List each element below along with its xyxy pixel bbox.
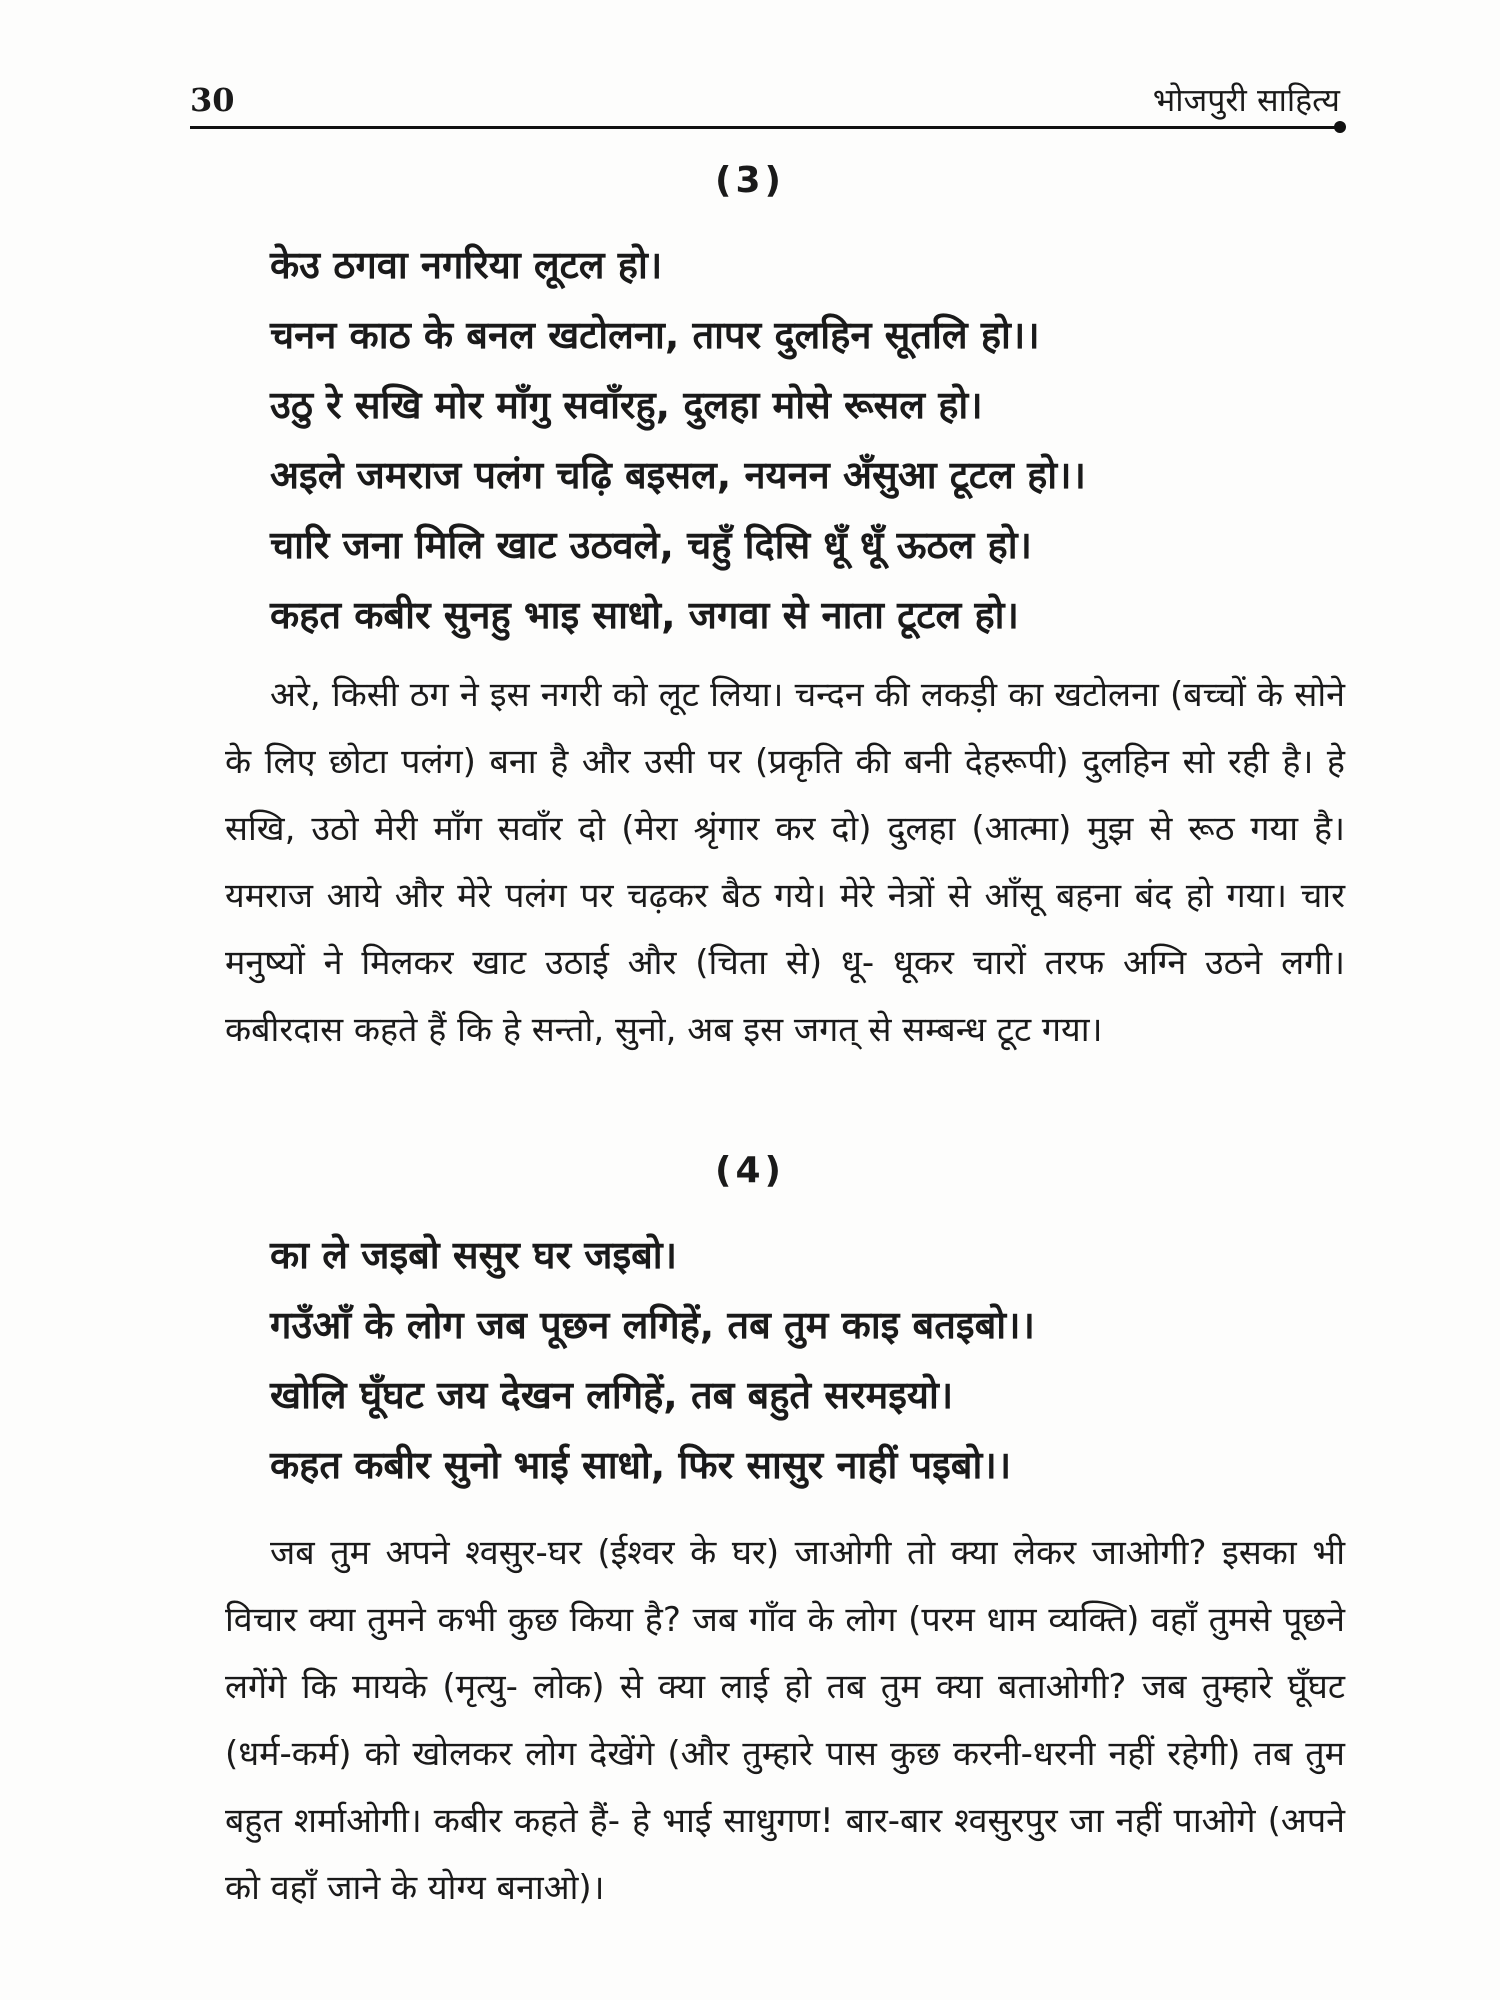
- verse-line: केउ ठगवा नगरिया लूटल हो।: [270, 243, 663, 287]
- verse-line: का ले जइबो ससुर घर जइबो।: [270, 1233, 678, 1277]
- section-3-explanation: अरे, किसी ठग ने इस नगरी को लूट लिया। चन्दन की लकड़ी का खटोलना (बच्चों के सोने के लिए छोटा पलंग) बना है और उसी पर (प्रकृति की बनी देहरूपी) दुलहिन सो रही है। हे सखि, उठो मेरी माँग सवाँर दो (मेरा श्रृंगार कर दो) दुलहा (आत्मा) मुझ से रूठ गया है। यमराज आये और मेरे पलंग पर चढ़कर बैठ गये। मेरे नेत्रों से आँसू बहना बंद हो गया। चार मनुष्यों ने मिलकर खाट उठाई और (चिता से) धू- धूकर चारों तरफ अग्नि उठने लगी। कबीरदास कहते हैं कि हे सन्तो, सुनो, अब इस जगत् से सम्बन्ध टूट गया।: [225, 675, 1345, 1050]
- section-4-verse: [270, 1220, 1350, 1500]
- section-3-number: (3): [715, 160, 785, 201]
- verse-line: अइले जमराज पलंग चढ़ि बइसल, नयनन अँसुआ टूटल हो।।: [270, 453, 1086, 497]
- header-rule-dot: [1334, 121, 1346, 133]
- verse-line: कहत कबीर सुनो भाई साधो, फिर सासुर नाहीं पइबो।।: [270, 1443, 1012, 1487]
- running-title: भोजपुरी साहित्य: [1152, 81, 1340, 119]
- header-rule: [190, 126, 1340, 129]
- verse-line: चारि जना मिलि खाट उठवले, चहुँ दिसि धूँ धूँ ऊठल हो।: [270, 523, 1032, 567]
- verse-line: खोलि घूँघट जय देखन लगिहें, तब बहुते सरमइयो।: [270, 1373, 954, 1417]
- verse-line: चनन काठ के बनल खटोलना, तापर दुलहिन सूतलि हो।।: [270, 313, 1040, 357]
- page-header: [190, 80, 1340, 130]
- verse-line: कहत कबीर सुनहु भाइ साधो, जगवा से नाता टूटल हो।: [270, 593, 1019, 637]
- section-4-explanation: जब तुम अपने श्वसुर-घर (ईश्वर के घर) जाओगी तो क्या लेकर जाओगी? इसका भी विचार क्या तुमने कभी कुछ किया है? जब गाँव के लोग (परम धाम व्यक्ति) वहाँ तुमसे पूछने लगेंगे कि मायके (मृत्यु- लोक) से क्या लाई हो तब तुम क्या बताओगी? जब तुम्हारे घूँघट (धर्म-कर्म) को खोलकर लोग देखेंगे (और तुम्हारे पास कुछ करनी-धरनी नहीं रहेगी) तब तुम बहुत शर्माओगी। कबीर कहते हैं- हे भाई साधुगण! बार-बार श्वसुरपुर जा नहीं पाओगे (अपने को वहाँ जाने के योग्य बनाओ)।: [225, 1533, 1345, 1908]
- verse-line: उठु रे सखि मोर माँगु सवाँरहु, दुलहा मोसे रूसल हो।: [270, 383, 983, 427]
- verse-line: गउँआँ के लोग जब पूछन लगिहें, तब तुम काइ बतइबो।।: [270, 1303, 1035, 1347]
- section-3-verse: [270, 230, 1350, 650]
- page-number: 30: [190, 81, 235, 119]
- section-4-number: (4): [715, 1150, 785, 1191]
